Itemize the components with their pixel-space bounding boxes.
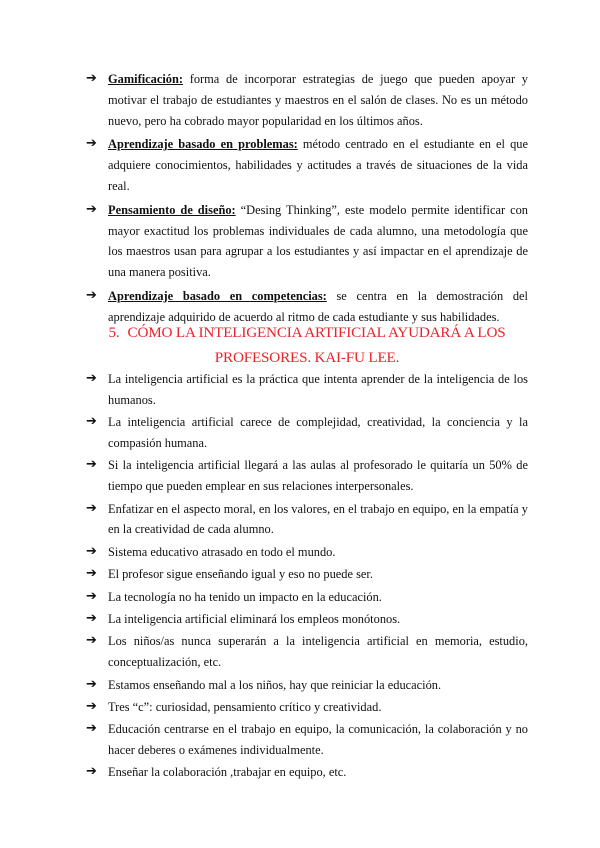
- arrow-bullet-icon: ➔: [86, 371, 97, 386]
- item-text: La inteligencia artificial es la práctica que intenta aprender de la inteligencia de los humanos.: [108, 372, 528, 407]
- arrow-bullet-icon: ➔: [86, 698, 97, 714]
- arrow-bullet-icon: ➔: [86, 457, 97, 473]
- arrow-bullet-icon: ➔: [86, 287, 97, 303]
- item-text: Enfatizar en el aspecto moral, en los valores, en el trabajo en equipo, en la empatía y en la creatividad de cada alumno.: [108, 501, 528, 537]
- item-text: Tres “c”: curiosidad, pensamiento crítico y creatividad.: [108, 699, 382, 714]
- list-item: [86, 200, 528, 283]
- section-heading: [86, 320, 528, 370]
- heading-line-1: [86, 320, 528, 345]
- item-text: Educación centrarse en el trabajo en equipo, la comunicación, la colaboración y no hacer deberes o exámenes individualmente.: [108, 722, 528, 758]
- heading-title-part1: CÓMO LA INTELIGENCIA ARTIFICIAL AYUDARÁ A LOS: [127, 324, 506, 341]
- item-text: El profesor sigue enseñando igual y eso no puede ser.: [108, 567, 373, 582]
- methodologies-list: [86, 69, 528, 331]
- list-item: [86, 134, 528, 196]
- arrow-bullet-icon: ➔: [86, 414, 97, 430]
- arrow-bullet-icon: ➔: [86, 500, 97, 516]
- arrow-bullet-icon: ➔: [86, 543, 97, 559]
- item-text: forma de incorporar estrategias de juego que pueden apoyar y motivar el trabajo de estudiantes y maestros en el salón de clases. No es un método nuevo, pero ha cobrado mayor popularidad en los últimos años.: [108, 72, 528, 128]
- arrow-bullet-icon: ➔: [86, 764, 97, 780]
- item-text: método centrado en el estudiante en el que adquiere conocimientos, habilidades y actitudes a través de situaciones de la vida real.: [108, 137, 528, 193]
- list-item: [86, 564, 528, 585]
- item-text: Enseñar la colaboración ,trabajar en equipo, etc.: [108, 765, 347, 780]
- arrow-bullet-icon: ➔: [86, 566, 97, 582]
- list-item: [86, 542, 528, 563]
- arrow-bullet-icon: ➔: [86, 588, 97, 604]
- item-text: Si la inteligencia artificial llegará a las aulas al profesorado le quitaría un 50% de tiempo que pueden emplear en sus relaciones interpersonales.: [108, 458, 528, 494]
- item-text: La inteligencia artificial eliminará los empleos monótonos.: [108, 611, 401, 626]
- list-item: [86, 697, 528, 718]
- item-text: La inteligencia artificial carece de complejidad, creatividad, la conciencia y la compasión humana.: [108, 415, 528, 450]
- list-item: [86, 675, 528, 696]
- item-text: Sistema educativo atrasado en todo el mundo.: [108, 544, 336, 559]
- arrow-bullet-icon: ➔: [86, 201, 97, 217]
- item-term: Aprendizaje basado en problemas:: [108, 137, 298, 152]
- list-item: [86, 412, 528, 454]
- list-item: [86, 609, 528, 630]
- arrow-bullet-icon: ➔: [86, 633, 97, 649]
- list-item: [86, 762, 528, 783]
- list-item: [86, 587, 528, 608]
- item-text: La tecnología no ha tenido un impacto en la educación.: [108, 589, 382, 604]
- arrow-bullet-icon: ➔: [86, 721, 97, 737]
- heading-line-2: PROFESORES. KAI-FU LEE.: [214, 349, 400, 366]
- arrow-bullet-icon: ➔: [86, 610, 97, 626]
- item-text: Los niños/as nunca superarán a la inteligencia artificial en memoria, estudio, conceptualización, etc.: [108, 634, 528, 670]
- item-text: “Desing Thinking”, este modelo permite identificar con mayor exactitud los problemas individuales de cada alumno, una metodología que los maestros usan para agrupar a los estudiantes y así impactar en el aprendizaje de una manera positiva.: [108, 202, 528, 280]
- ai-points-list: [86, 369, 528, 785]
- list-item: [86, 369, 528, 411]
- heading-number: 5.: [108, 324, 120, 341]
- list-item: [86, 69, 528, 131]
- list-item: [86, 499, 528, 541]
- arrow-bullet-icon: ➔: [86, 71, 97, 86]
- arrow-bullet-icon: ➔: [86, 676, 97, 692]
- item-term: Pensamiento de diseño:: [108, 202, 236, 217]
- item-text: Estamos enseñando mal a los niños, hay que reiniciar la educación.: [108, 677, 442, 692]
- list-item: [86, 719, 528, 761]
- list-item: [86, 455, 528, 497]
- item-text: se centra en la demostración del aprendizaje adquirido de acuerdo al ritmo de cada estudiante y sus habilidades.: [108, 288, 528, 324]
- item-term: Aprendizaje basado en competencias:: [108, 288, 327, 303]
- list-item: [86, 631, 528, 673]
- item-term: Gamificación:: [108, 72, 184, 86]
- arrow-bullet-icon: ➔: [86, 136, 97, 152]
